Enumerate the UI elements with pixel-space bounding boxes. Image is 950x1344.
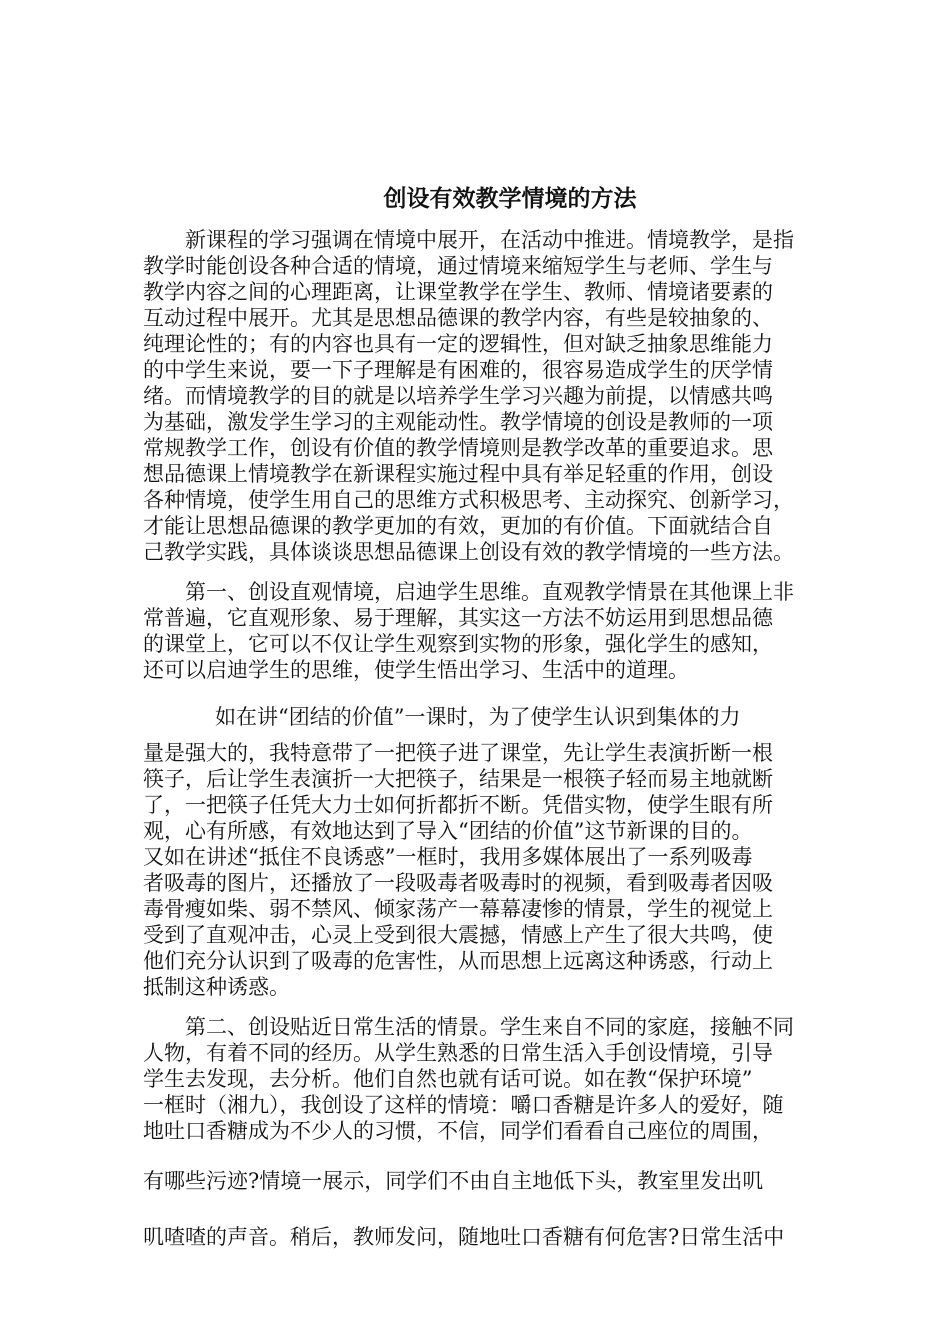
text-line: 叽喳喳的声音。稍后，教师发问，随地吐口香糖有何危害?日常生活中 [143,1225,785,1249]
text-line: 抵制这种诱惑。 [143,975,290,999]
text-line: 一框时（湘九），我创设了这样的情境：嚼口香糖是许多人的爱好，随 [143,1093,784,1117]
text-line: 地吐口香糖成为不少人的习惯，不信，同学们看看自己座位的周围， [143,1119,773,1143]
text-line: 者吸毒的图片，还播放了一段吸毒者吸毒时的视频，看到吸毒者因吸 [143,871,773,895]
text-line: 常普遍，它直观形象、易于理解，其实这一方法不妨运用到思想品德 [143,606,773,630]
text-line: 量是强大的，我特意带了一把筷子进了课堂，先让学生表演折断一根 [143,741,773,765]
text-line: 想品德课上情境教学在新课程实施过程中具有举足轻重的作用，创设 [143,462,773,486]
text-line: 人物，有着不同的经历。从学生熟悉的日常生活入手创设情境，引导 [143,1041,773,1065]
text-line: 学生去发现，去分析。他们自然也就有话可说。如在教“保护环境” [143,1067,753,1091]
text-line: 常规教学工作，创设有价值的教学情境则是教学改革的重要追求。思 [143,436,773,460]
text-line: 各种情境，使学生用自己的思维方式积极思考、主动探究、创新学习， [143,488,794,512]
text-line: 他们充分认识到了吸毒的危害性，从而思想上远离这种诱惑，行动上 [143,949,773,973]
text-line: 受到了直观冲击，心灵上受到很大震撼，情感上产生了很大共鸣，使 [143,923,773,947]
text-line: 教学内容之间的心理距离，让课堂教学在学生、教师、情境诸要素的 [143,280,773,304]
text-line: 的中学生来说，要一下子理解是有困难的，很容易造成学生的厌学情 [143,358,773,382]
text-line: 如在讲“团结的价值”一课时，为了使学生认识到集体的力 [215,705,741,729]
text-line: 有哪些污迹?情境一展示，同学们不由自主地低下头，教室里发出叽 [143,1169,764,1193]
text-line: 了，一把筷子任凭大力士如何折都折不断。凭借实物，使学生眼有所 [143,793,773,817]
text-line: 教学时能创设各种合适的情境，通过情境来缩短学生与老师、学生与 [143,254,773,278]
text-line: 第二、创设贴近日常生活的情景。学生来自不同的家庭，接触不同 [185,1015,794,1039]
text-line: 互动过程中展开。尤其是思想品德课的教学内容，有些是较抽象的、 [143,306,773,330]
text-line: 又如在讲述“抵住不良诱惑”一框时，我用多媒体展出了一系列吸毒 [143,845,753,869]
text-line: 筷子，后让学生表演折一大把筷子，结果是一根筷子轻而易主地就断 [143,767,773,791]
text-line: 才能让思想品德课的教学更加的有效，更加的有价值。下面就结合自 [143,514,773,538]
text-line: 己教学实践，具体谈谈思想品德课上创设有效的教学情境的一些方法。 [143,540,794,564]
text-line: 新课程的学习强调在情境中展开，在活动中推进。情境教学，是指 [185,228,794,252]
text-line: 为基础，激发学生学习的主观能动性。教学情境的创设是教师的一项 [143,410,773,434]
text-line: 绪。而情境教学的目的就是以培养学生学习兴趣为前提，以情感共鸣 [143,384,773,408]
text-line: 纯理论性的；有的内容也具有一定的逻辑性，但对缺乏抽象思维能力 [143,332,773,356]
text-line: 第一、创设直观情境，启迪学生思维。直观教学情景在其他课上非 [185,580,794,604]
text-line: 还可以启迪学生的思维，使学生悟出学习、生活中的道理。 [143,658,689,682]
text-line: 毒骨瘦如柴、弱不禁风、倾家荡产一幕幕凄惨的情景，学生的视觉上 [143,897,773,921]
text-line: 观，心有所感，有效地达到了导入“团结的价值”这节新课的目的。 [143,819,753,843]
document-title: 创设有效教学情境的方法 [383,185,637,212]
text-line: 的课堂上，它可以不仅让学生观察到实物的形象，强化学生的感知， [143,632,773,656]
